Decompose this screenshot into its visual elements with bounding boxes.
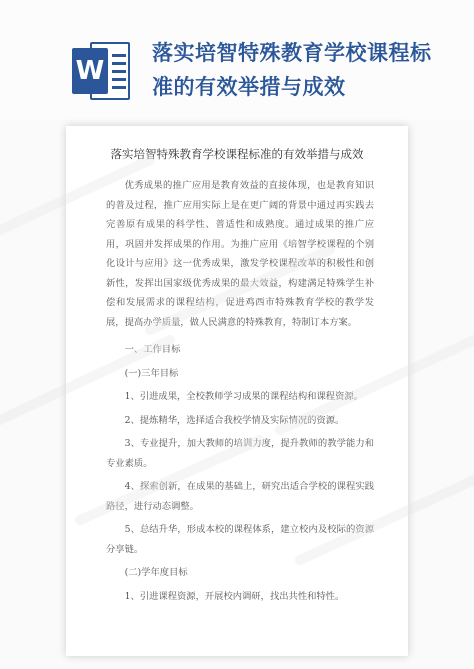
list-item: 5、总结升华，形成本校的课程体系，建立校内及校际的资源分享链。 [106, 524, 374, 555]
section-heading: 一、工作目标 [124, 344, 181, 355]
subsection-heading: (一)三年目标 [124, 367, 179, 379]
document-title: 落实培智特殊教育学校课程标准的有效举措与成效 [110, 147, 364, 161]
header-banner [0, 0, 474, 120]
list-item: 3、专业提升，加大教师的培训力度，提升教师的教学能力和专业素质。 [106, 438, 374, 469]
document-line-shape [112, 86, 126, 89]
document-line-shape [112, 62, 126, 65]
document-body [106, 176, 374, 610]
document-line-shape [112, 54, 126, 57]
document-page [66, 126, 408, 656]
list-item: 2、提炼精华，选择适合我校学情及实际情况的资源。 [124, 414, 345, 426]
header-title: 落实培智特殊教育学校课程标准的有效举措与成效 [152, 40, 432, 99]
document-line-shape [112, 70, 126, 73]
subsection-heading: (二)学年度目标 [124, 567, 188, 578]
list-item: 1、引进课程资源，开展校内调研，找出共性和特性。 [124, 590, 345, 602]
word-document-icon [72, 38, 132, 104]
list-item: 1、引进成果，全校教师学习成果的课程结构和课程资源。 [124, 391, 363, 402]
list-item: 4、探索创新，在成果的基础上，研究出适合学校的课程实践路径，进行动态调整。 [106, 481, 374, 512]
word-logo-letter: W [72, 48, 108, 94]
paragraph: 优秀成果的推广应用是教育效益的直接体现，也是教育知识的普及过程，推广应用实际上是在更广阔的背景中通过再实践去完善原有成果的科学性、普适性和成熟度。通过成果的推广应用，巩固并发挥成果的作用。为推广应用《培智学校课程的个别化设计与应用》这一优秀成果，激发学校课程改革的积极性和创新性，发挥出国家级优秀成果的最大效益，构建满足特殊学生补偿和发展需求的课程结构，促进鸡西市特殊教育学校的教学发展，提高办学质量，做人民满意的特殊教育，特制订本方案。 [106, 180, 374, 328]
document-line-shape [112, 78, 126, 81]
